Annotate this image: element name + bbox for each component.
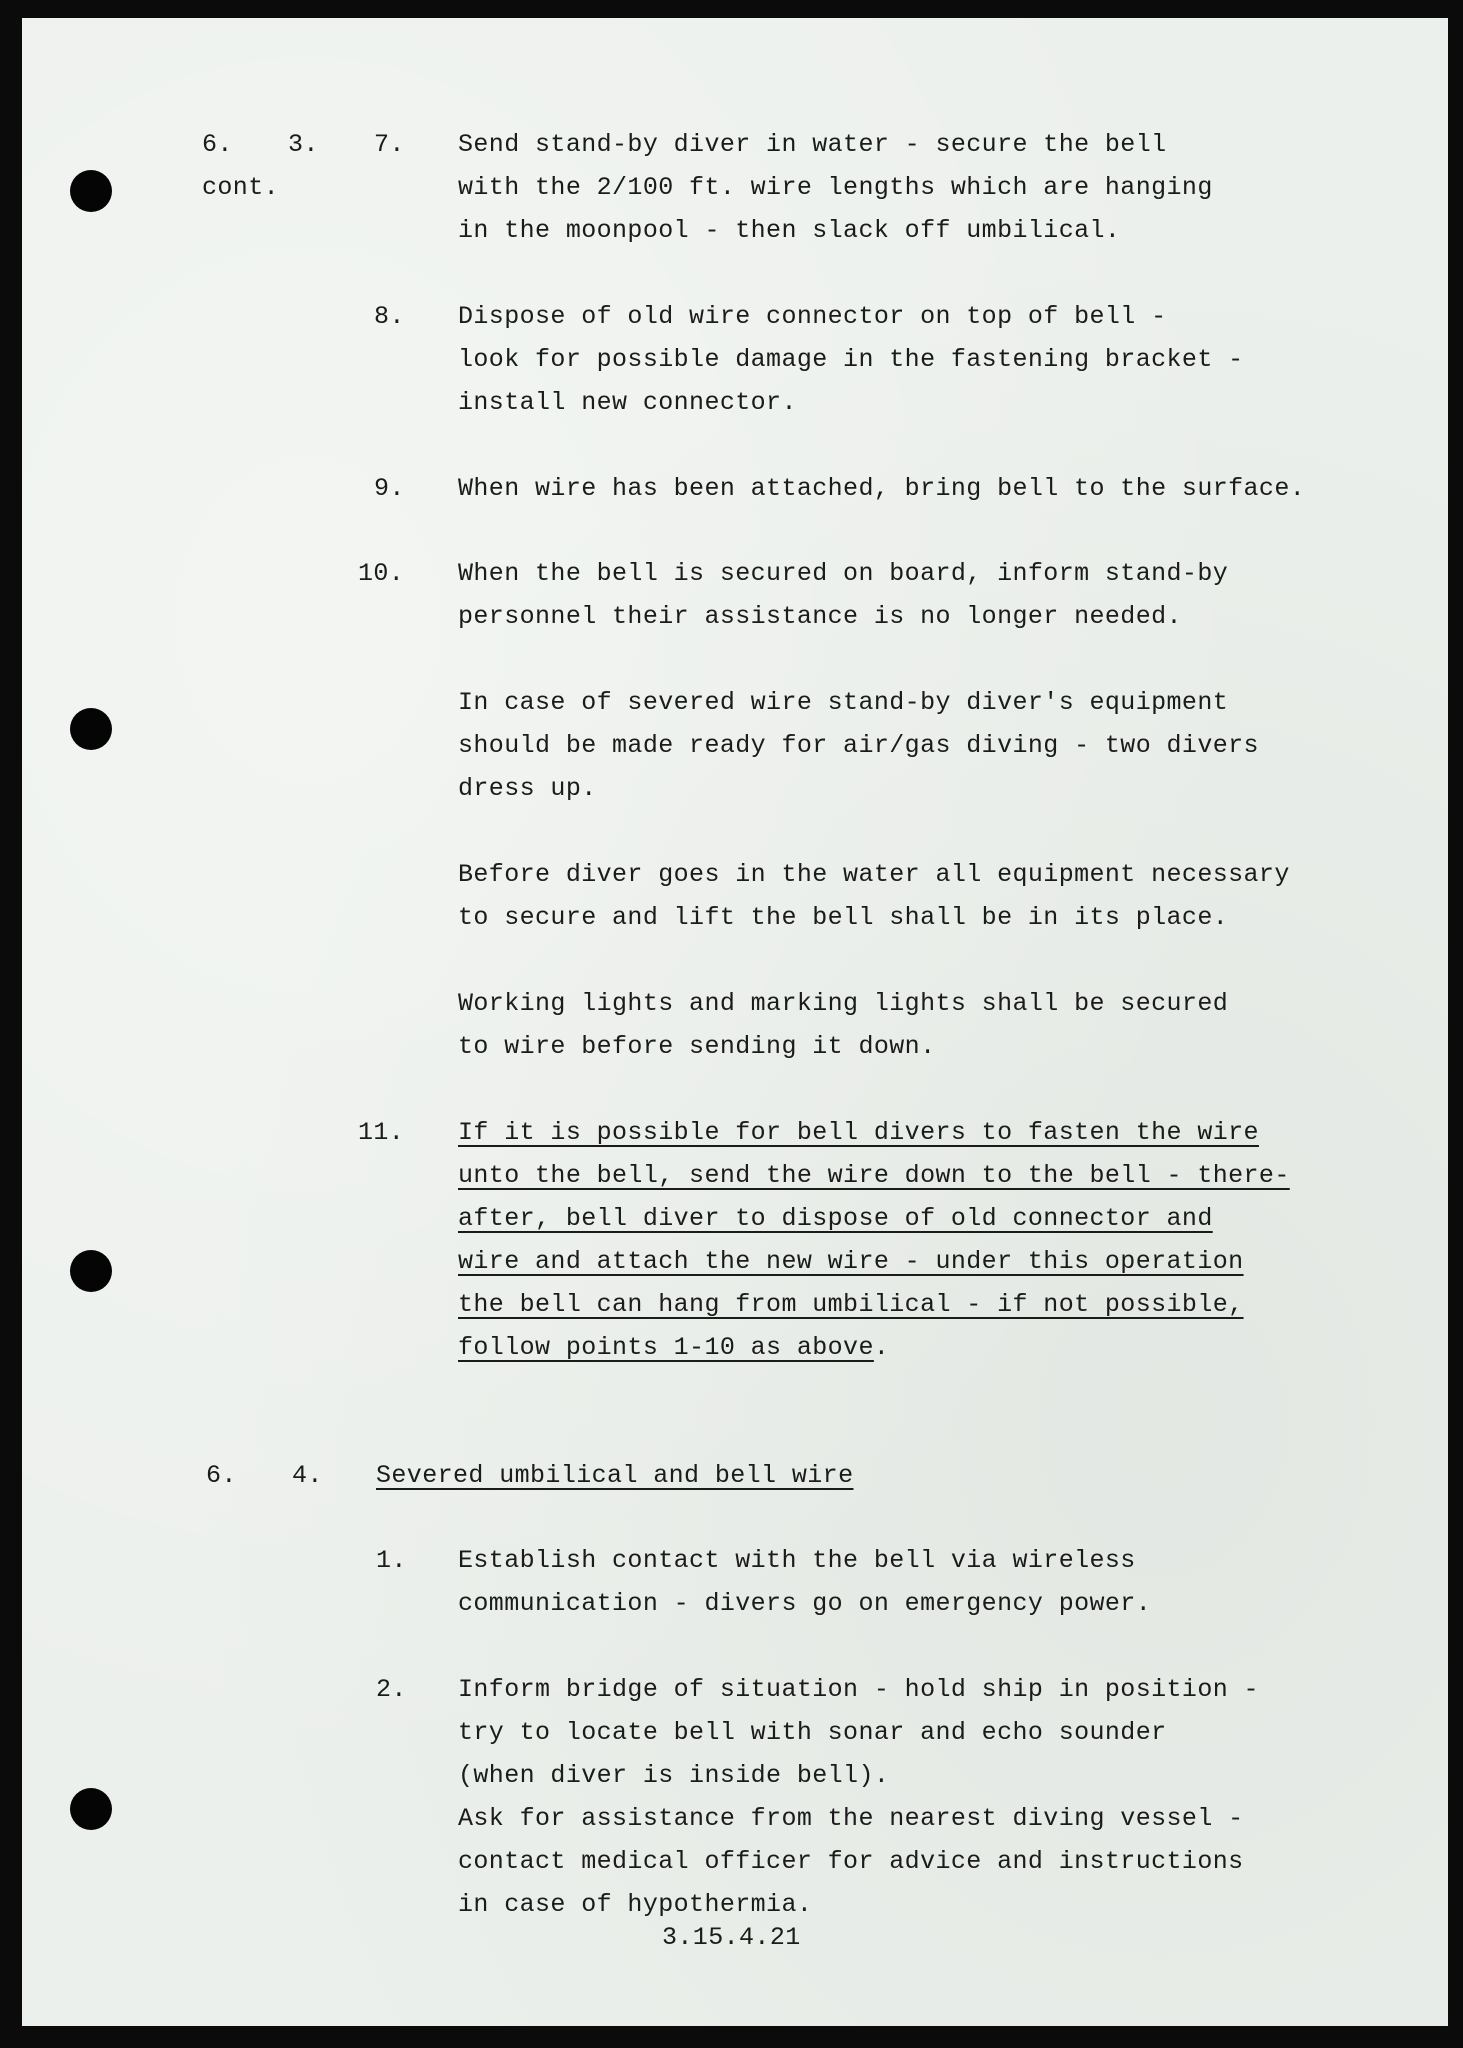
paragraph-line: Before diver goes in the water all equipment necessary: [458, 860, 1290, 889]
punch-hole: [70, 170, 112, 212]
paragraph-line: should be made ready for air/gas diving - two divers: [458, 731, 1259, 760]
item-number: 11.: [358, 1118, 405, 1147]
item-line: Establish contact with the bell via wireless: [458, 1546, 1136, 1575]
item-line: look for possible damage in the fastening bracket -: [458, 345, 1244, 374]
item-number: 7.: [374, 130, 405, 159]
item-line: try to locate bell with sonar and echo sounder: [458, 1718, 1167, 1747]
item-number: 2.: [376, 1675, 407, 1704]
document-page: [22, 18, 1448, 2026]
item-line: personnel their assistance is no longer needed.: [458, 602, 1182, 631]
item-line: Inform bridge of situation - hold ship in position -: [458, 1675, 1259, 1704]
item-number: 9.: [374, 474, 405, 503]
item-line: install new connector.: [458, 388, 797, 417]
item-number: 1.: [376, 1546, 407, 1575]
item-line: Send stand-by diver in water - secure the bell: [458, 130, 1167, 159]
continued-label: cont.: [202, 173, 280, 202]
item-line: Ask for assistance from the nearest diving vessel -: [458, 1804, 1244, 1833]
item-number: 10.: [358, 559, 405, 588]
paragraph-line: to secure and lift the bell shall be in its place.: [458, 903, 1229, 932]
underlined-text: follow points 1-10 as above: [458, 1333, 874, 1362]
item-line: contact medical officer for advice and instructions: [458, 1847, 1244, 1876]
paragraph-line: In case of severed wire stand-by diver's equipment: [458, 688, 1229, 717]
section-number: 6.: [206, 1461, 237, 1490]
underlined-line: the bell can hang from umbilical - if not possible,: [458, 1290, 1244, 1319]
underlined-line-last: [458, 1326, 889, 1369]
paragraph-line: to wire before sending it down.: [458, 1032, 936, 1061]
item-line: in the moonpool - then slack off umbilical.: [458, 216, 1121, 245]
punch-hole: [70, 1788, 112, 1830]
paragraph-line: Working lights and marking lights shall be secured: [458, 989, 1229, 1018]
underlined-line: wire and attach the new wire - under this operation: [458, 1247, 1244, 1276]
item-line: When wire has been attached, bring bell to the surface.: [458, 474, 1306, 503]
item-line: in case of hypothermia.: [458, 1890, 813, 1919]
subsection-number: 4.: [292, 1461, 323, 1490]
item-number: 8.: [374, 302, 405, 331]
line-end-period: .: [873, 1333, 890, 1362]
punch-hole: [70, 1250, 112, 1292]
section-title: Severed umbilical and bell wire: [376, 1461, 854, 1490]
underlined-line: unto the bell, send the wire down to the bell - there-: [458, 1161, 1290, 1190]
item-line: Dispose of old wire connector on top of bell -: [458, 302, 1167, 331]
item-line: with the 2/100 ft. wire lengths which are hanging: [458, 173, 1213, 202]
item-line: communication - divers go on emergency power.: [458, 1589, 1152, 1618]
section-number: 6.: [202, 130, 233, 159]
item-line: (when diver is inside bell).: [458, 1761, 890, 1790]
underlined-line: after, bell diver to dispose of old connector and: [458, 1204, 1213, 1233]
subsection-number: 3.: [288, 130, 319, 159]
underlined-line: If it is possible for bell divers to fasten the wire: [458, 1118, 1259, 1147]
paragraph-line: dress up.: [458, 774, 597, 803]
item-line: When the bell is secured on board, inform stand-by: [458, 559, 1229, 588]
punch-hole: [70, 708, 112, 750]
page-number: 3.15.4.21: [662, 1923, 801, 1952]
